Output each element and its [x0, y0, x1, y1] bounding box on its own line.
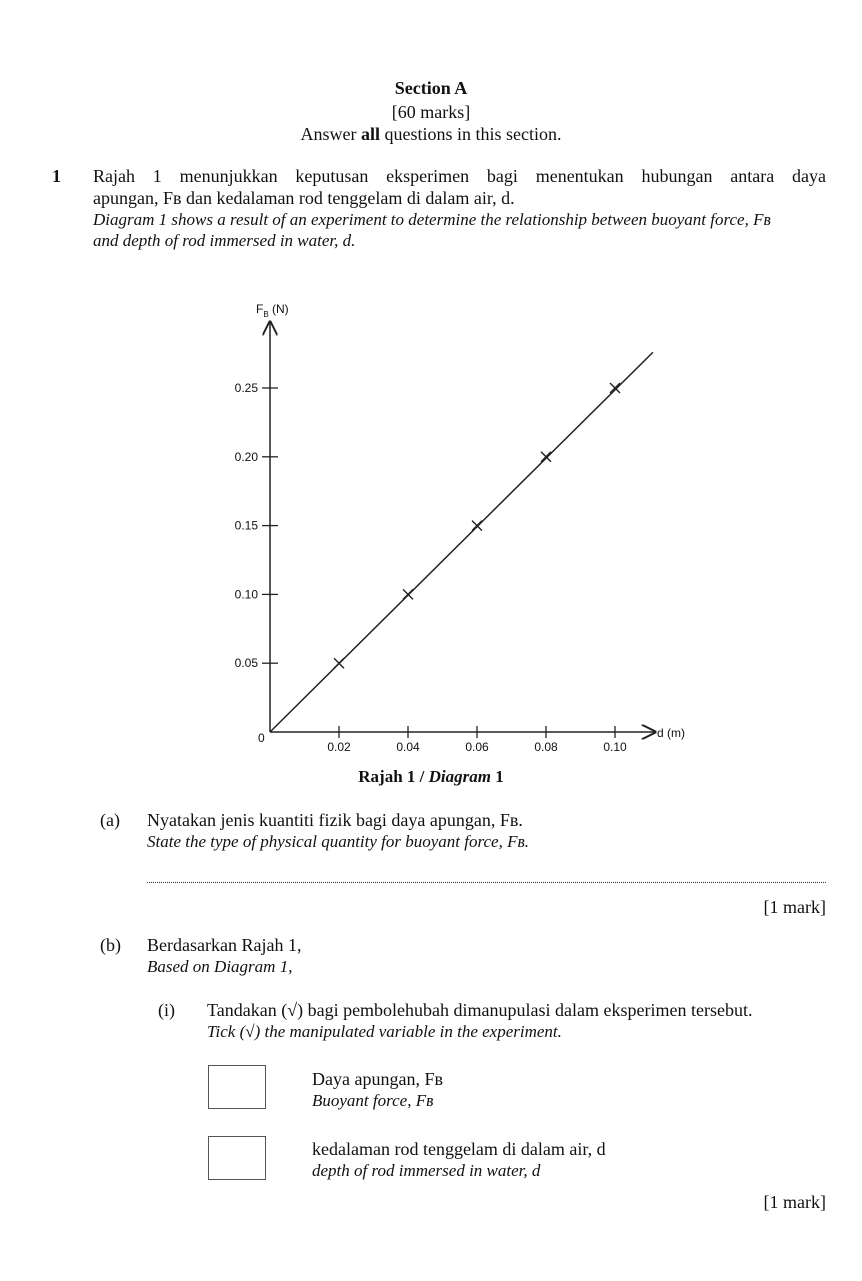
y-tick-label: 0.15 — [234, 518, 258, 533]
y-tick-label: 0.25 — [234, 381, 258, 395]
part-a-answer-line[interactable] — [147, 882, 826, 883]
x-tick-label: 0.02 — [327, 740, 351, 754]
part-a-malay: Nyatakan jenis kuantiti fizik bagi daya apungan, Fʙ. — [147, 810, 523, 830]
section-instruction — [0, 124, 862, 145]
data-point — [403, 589, 413, 599]
caption-bold: Rajah 1 / — [358, 767, 429, 786]
instruction-bold: all — [360, 124, 380, 144]
origin-label: 0 — [258, 731, 265, 745]
question-english-line2: and depth of rod immersed in water, d. — [93, 231, 356, 250]
part-b-label: (b) — [100, 935, 121, 955]
part-b-i-label: (i) — [158, 1000, 175, 1020]
y-tick-label: 0.05 — [234, 656, 258, 671]
part-b-i-mark: [1 mark] — [763, 1192, 826, 1212]
section-marks: [60 marks] — [391, 102, 471, 122]
instruction-post: questions in this section. — [380, 124, 562, 144]
y-label-main: F — [256, 302, 264, 316]
caption-num: 1 — [490, 767, 504, 786]
section-title: Section A — [394, 78, 468, 98]
y-tick-label: 0.10 — [234, 587, 258, 602]
x-tick-label: 0.06 — [465, 740, 489, 754]
data-point — [334, 658, 344, 668]
instruction-pre: Answer — [300, 124, 361, 144]
option1-english: Buoyant force, Fʙ — [312, 1091, 434, 1110]
part-b-english: Based on Diagram 1, — [147, 957, 293, 976]
option1-malay: Daya apungan, Fʙ — [312, 1069, 443, 1089]
option2-english: depth of rod immersed in water, d — [312, 1161, 541, 1180]
option2-checkbox[interactable] — [208, 1136, 266, 1180]
option2-malay: kedalaman rod tenggelam di dalam air, d — [312, 1139, 606, 1159]
y-tick-label: 0.20 — [234, 449, 258, 464]
part-a-label: (a) — [100, 810, 120, 830]
question-malay-line1: Rajah 1 menunjukkan keputusan eksperimen bagi menentukan hubungan antara daya — [93, 166, 826, 186]
y-label-sub: B — [263, 310, 269, 319]
part-a-english: State the type of physical quantity for buoyant force, Fʙ. — [147, 832, 530, 851]
data-point — [472, 521, 482, 531]
part-b-i-english: Tick (√) the manipulated variable in the experiment. — [207, 1022, 562, 1041]
x-tick-label: 0.04 — [396, 740, 420, 754]
option1-checkbox[interactable] — [208, 1065, 266, 1109]
question-number: 1 — [52, 166, 61, 186]
best-fit-line — [270, 352, 653, 732]
chart-caption — [0, 767, 862, 787]
x-axis-label: d (m) — [657, 726, 685, 740]
part-b-i-malay: Tandakan (√) bagi pembolehubah dimanupulasi dalam eksperimen tersebut. — [207, 1000, 753, 1020]
y-label-unit: (N) — [268, 302, 289, 316]
buoyant-force-chart — [0, 290, 862, 760]
data-point — [610, 383, 620, 393]
caption-italic: Diagram — [428, 767, 491, 786]
question-malay-line2: apungan, Fʙ dan kedalaman rod tenggelam di dalam air, d. — [93, 188, 515, 208]
part-b-malay: Berdasarkan Rajah 1, — [147, 935, 302, 955]
x-tick-label: 0.08 — [534, 740, 558, 754]
data-point — [541, 452, 551, 462]
x-tick-label: 0.10 — [603, 740, 627, 754]
y-axis-label — [256, 302, 289, 319]
question-english-line1: Diagram 1 shows a result of an experiment to determine the relationship between buoyant force, Fʙ — [93, 210, 771, 229]
part-a-mark: [1 mark] — [763, 897, 826, 917]
